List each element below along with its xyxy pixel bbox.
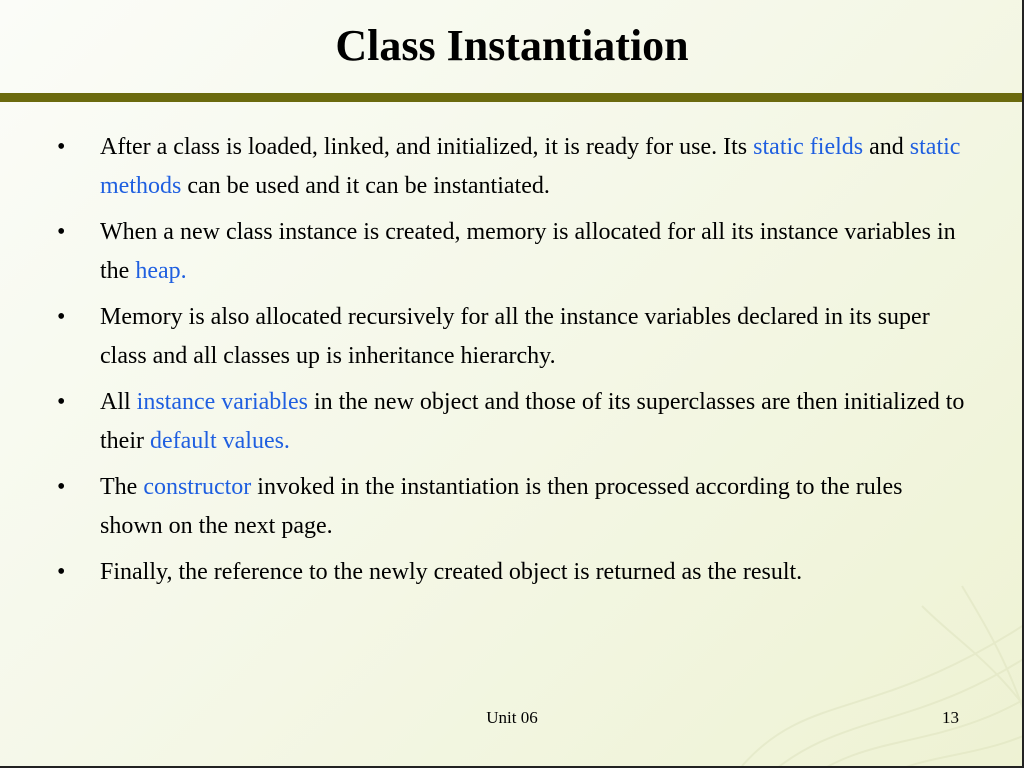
bullet-item [57,553,967,592]
bullet-icon: • [57,304,66,330]
bullet-icon: • [57,474,66,500]
bullet-text: can be used and it can be instantiated. [181,173,550,199]
bullet-text: The [100,474,144,500]
footer-label: Unit 06 [486,708,538,727]
bullet-item [57,128,967,206]
highlighted-term: static fields [753,134,864,160]
bullet-item [57,468,967,546]
bullet-text: After a class is loaded, linked, and initialized, it is ready for use. Its [100,134,754,160]
slide-title: Class Instantiation [335,21,689,70]
bullet-text: All [100,389,137,415]
bullet-text: in the new object and those of its superclasses are then initialized to their [100,389,965,454]
highlighted-term: constructor [143,474,252,500]
title-divider [0,93,1024,102]
highlighted-term: static methods [100,134,961,199]
highlighted-term: heap. [135,258,187,284]
bullet-text: Finally, the reference to the newly created object is returned as the result. [100,559,803,585]
bullet-item [57,383,967,461]
bullet-list [57,128,967,599]
bullet-icon: • [57,389,66,415]
highlighted-term: instance variables [136,389,308,415]
highlighted-term: default values. [149,428,290,454]
bullet-text: and [863,134,910,160]
bullet-icon: • [57,134,66,160]
bullet-icon: • [57,219,66,245]
bullet-text: invoked in the instantiation is then processed according to the rules shown on the next page. [100,474,903,539]
bullet-text: Memory is also allocated recursively for all the instance variables declared in its super class and all classes up is inheritance hierarchy. [100,304,930,369]
bullet-item [57,298,967,376]
bullet-icon: • [57,559,66,585]
page-number: 13 [942,708,959,727]
bullet-item [57,213,967,291]
bullet-text: When a new class instance is created, memory is allocated for all its instance variables in the [100,219,956,284]
